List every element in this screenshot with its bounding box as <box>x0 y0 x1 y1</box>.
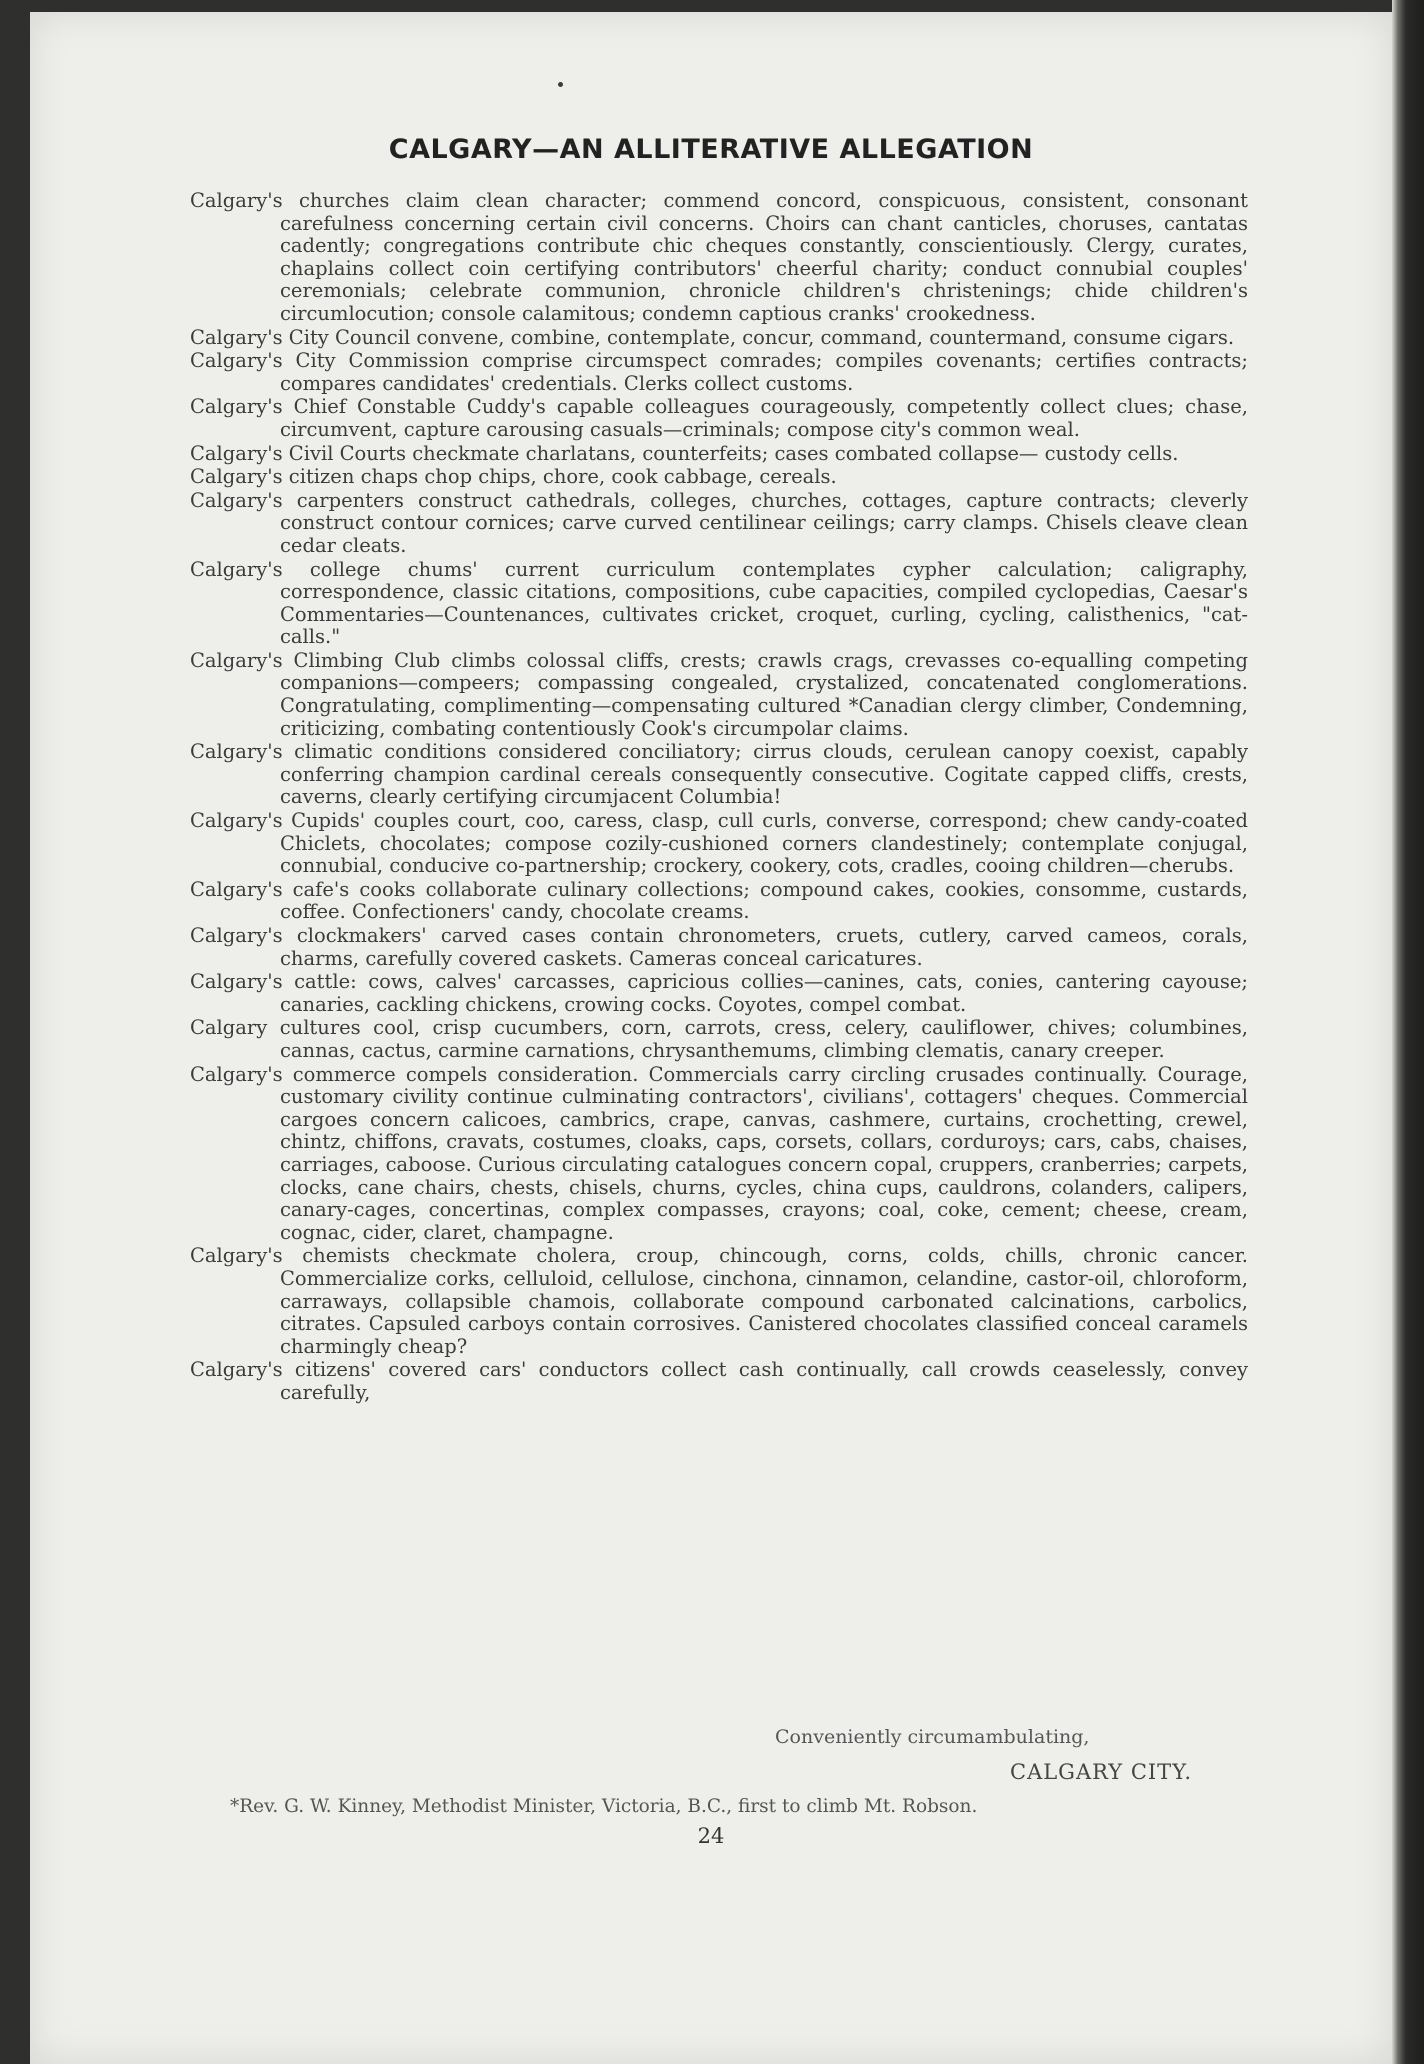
paragraph-city-commission: Calgary's City Commission comprise circumspect comrades; compiles covenants; certifies contracts; compares candidates' credentials. Clerks collect customs. <box>190 349 1248 395</box>
paragraph-carpenters: Calgary's carpenters construct cathedrals, colleges, churches, cottages, capture contracts; cleverly construct contour cornices; carve curved centilinear ceilings; carry clamps. Chisels cleave clean cedar cleats. <box>190 488 1248 557</box>
paragraph-cattle: Calgary's cattle: cows, calves' carcasses, capricious collies—canines, cats, conies, cantering cayouse; canaries, cackling chickens, crowing cocks. Coyotes, compel combat. <box>190 970 1248 1016</box>
paragraph-citizens-cars: Calgary's citizens' covered cars' conductors collect cash continually, call crowds ceaselessly, convey carefully, <box>190 1358 1248 1404</box>
footnote: *Rev. G. W. Kinney, Methodist Minister, Victoria, B.C., first to climb Mt. Robson. <box>230 1796 978 1817</box>
paragraph-city-council: Calgary's City Council convene, combine, contemplate, concur, command, countermand, consume cigars. <box>190 325 1235 349</box>
page-title: CALGARY—AN ALLITERATIVE ALLEGATION <box>388 134 1034 165</box>
paragraph-churches: Calgary's churches claim clean character; commend concord, conspicuous, consistent, consonant carefulness concerning certain civil concerns. Choirs can chant canticles, choruses, cantatas cadently; congregations contribute chic cheques constantly, conscientiously. Clergy, curates, chaplains collect coin certifying contributors' cheerful charity; conduct connubial couples' ceremonials; celebrate communion, chronicle children's christenings; chide children's circumlocution; console calamitous; condemn captious cranks' crookedness. <box>190 189 1248 325</box>
poem-body <box>190 190 1248 1405</box>
paragraph-chief-constable: Calgary's Chief Constable Cuddy's capable colleagues courageously, competently collect clues; chase, circumvent, capture carousing casuals—criminals; compose city's common weal. <box>190 395 1248 441</box>
paragraph-citizen-chaps: Calgary's citizen chaps chop chips, chore, cook cabbage, cereals. <box>190 465 837 489</box>
paragraph-commerce: Calgary's commerce compels consideration. Commercials carry circling crusades continually. Courage, customary civility continue culminating contractors', civilians', cottagers' cheques. Commercial cargoes concern calicoes, cambrics, crape, canvas, cashmere, curtains, crochetting, crewel, chintz, chiffons, cravats, costumes, cloaks, caps, corsets, collars, corduroys; cars, cabs, chaises, carriages, caboose. Curious circulating catalogues concern copal, cruppers, cranberries; carpets, clocks, cane chairs, chests, chisels, churns, cycles, china cups, cauldrons, colanders, calipers, canary-cages, concertinas, complex compasses, crayons; coal, coke, cement; cheese, cream, cognac, cider, claret, champagne. <box>190 1062 1248 1244</box>
book-binding-edge <box>1392 0 1424 2064</box>
book-page <box>30 12 1392 2064</box>
paragraph-climatic-conditions: Calgary's climatic conditions considered conciliatory; cirrus clouds, cerulean canopy coexist, capably conferring champion cardinal cereals consequently consecutive. Cogitate capped cliffs, crests, caverns, clearly certifying circumjacent Columbia! <box>190 740 1248 809</box>
paragraph-civil-courts: Calgary's Civil Courts checkmate charlatans, counterfeits; cases combated collapse— custody cells. <box>190 441 1179 465</box>
paragraph-cultures: Calgary cultures cool, crisp cucumbers, corn, carrots, cress, celery, cauliflower, chives; columbines, cannas, cactus, carmine carnations, chrysanthemums, climbing clematis, canary creeper. <box>190 1016 1248 1062</box>
paragraph-clockmakers: Calgary's clockmakers' carved cases contain chronometers, cruets, cutlery, carved cameos, corals, charms, carefully covered caskets. Cameras conceal caricatures. <box>190 924 1248 970</box>
ink-speck <box>558 82 563 87</box>
closing-line: Conveniently circumambulating, <box>775 1726 1090 1748</box>
signature: CALGARY CITY. <box>1010 1760 1193 1784</box>
paragraph-chemists: Calgary's chemists checkmate cholera, croup, chincough, corns, colds, chills, chronic cancer. Commercialize corks, celluloid, cellulose, cinchona, cinnamon, celandine, castor-oil, chloroform, carraways, collapsible chamois, collaborate compound carbonated calcinations, carbolics, citrates. Capsuled carboys contain corrosives. Canistered chocolates classified conceal caramels charmingly cheap? <box>190 1244 1248 1358</box>
paragraph-cafe-cooks: Calgary's cafe's cooks collaborate culinary collections; compound cakes, cookies, consomme, custards, coffee. Confectioners' candy, chocolate creams. <box>190 877 1248 924</box>
paragraph-climbing-club: Calgary's Climbing Club climbs colossal cliffs, crests; crawls crags, crevasses co-equalling competing companions—compeers; compassing congealed, crystalized, concatenated conglomerations. Congratulating, complimenting—compensating cultured *Canadian clergy climber, Condemning, criticizing, combating contentiously Cook's circumpolar claims. <box>190 648 1248 740</box>
paragraph-cupids: Calgary's Cupids' couples court, coo, caress, clasp, cull curls, converse, correspond; chew candy-coated Chiclets, chocolates; compose cozily-cushioned corners clandestinely; contemplate conjugal, connubial, conducive co-partnership; crockery, cookery, cots, cradles, cooing children—cherubs. <box>190 809 1248 878</box>
page-number: 24 <box>697 1824 725 1848</box>
paragraph-college-chums: Calgary's college chums' current curriculum contemplates cypher calculation; caligraphy, correspondence, classic citations, compositions, cube capacities, compiled cyclopedias, Caesar's Commentaries—Countenances, cultivates cricket, croquet, curling, cycling, calisthenics, "cat-calls." <box>190 557 1248 649</box>
